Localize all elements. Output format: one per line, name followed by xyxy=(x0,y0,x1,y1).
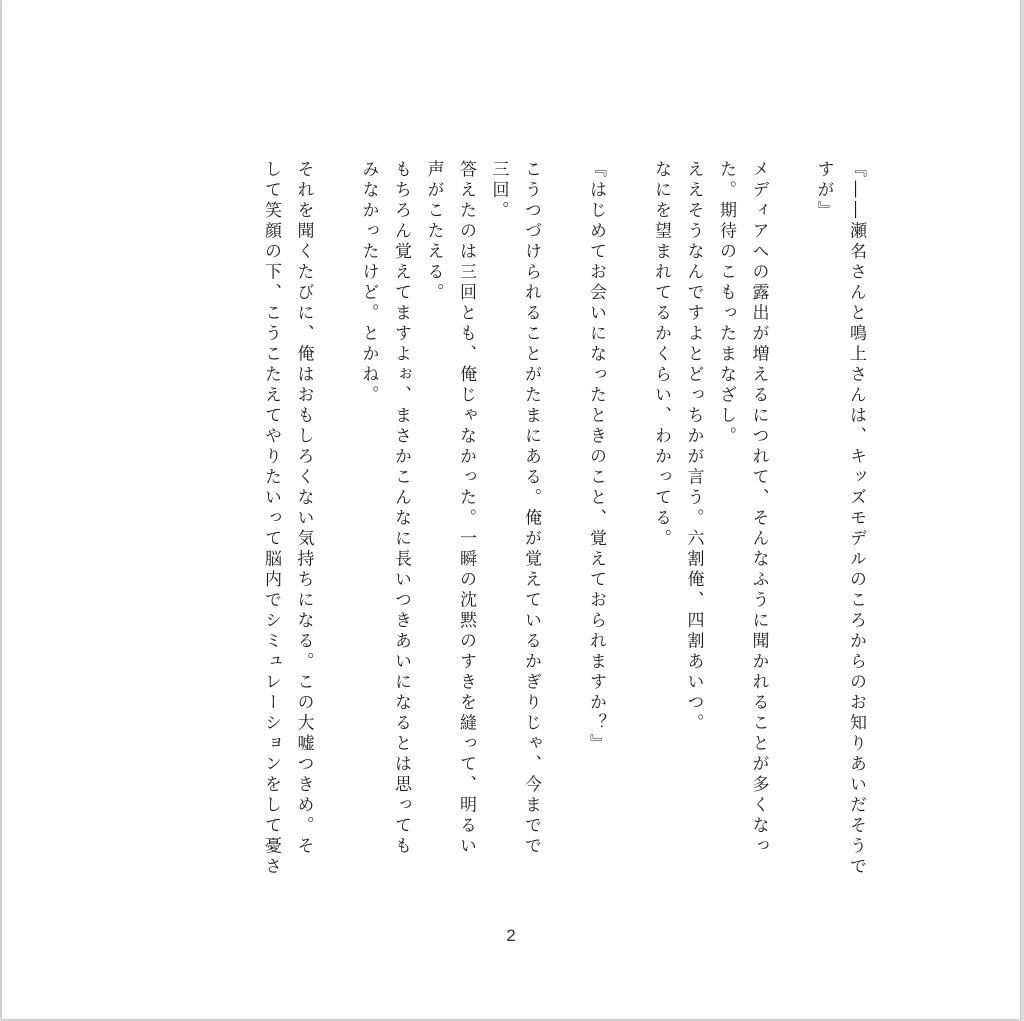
text-line: こうつづけられることがたまにある。俺が覚えているかぎりじゃ、今までで xyxy=(521,160,541,857)
text-line: なにを望まれてるかくらい、わかってる。 xyxy=(651,160,671,550)
text-line: して笑顔の下、こうこたえてやりたいって脳内でシミュレーションをして憂さ xyxy=(261,160,281,878)
text-line: それを聞くたびに、俺はおもしろくない気持ちになる。この大嘘つきめ。そ xyxy=(293,160,314,857)
text-line: 三回。 xyxy=(488,160,509,222)
text-line: メディアへの露出が増えるにつれて、そんなふうに聞かれることが多くなっ xyxy=(748,160,769,857)
text-line: もちろん覚えてますよぉ、まさかこんなに長いつきあいになるとは思っても xyxy=(391,160,411,857)
text-line: 『はじめてお会いになったときのこと、覚えておられますか？』 xyxy=(586,160,606,755)
document-page xyxy=(2,0,1020,1019)
text-line-blank xyxy=(612,160,645,860)
text-line: すが』 xyxy=(813,160,834,222)
text-line: ええそうなんですよとどっちかが言う。六割俺、四割あいつ。 xyxy=(683,160,704,734)
text-line-blank xyxy=(547,160,580,860)
text-line-blank xyxy=(320,160,353,860)
vertical-text-body xyxy=(162,160,872,878)
page-number: 2 xyxy=(506,926,516,945)
text-line: みなかったけど。とかね。 xyxy=(358,160,379,406)
text-line: 答えたのは三回とも、俺じゃなかった。一瞬の沈黙のすきを縫って、明るい xyxy=(456,160,476,857)
text-line: 『――瀬名さんと鳴上さんは、キッズモデルのころからのお知りあいだそうで xyxy=(846,160,866,878)
text-line: 声がこたえる。 xyxy=(423,160,444,304)
text-line-blank xyxy=(775,160,808,860)
text-line: た。期待のこもったまなざし。 xyxy=(716,160,736,447)
